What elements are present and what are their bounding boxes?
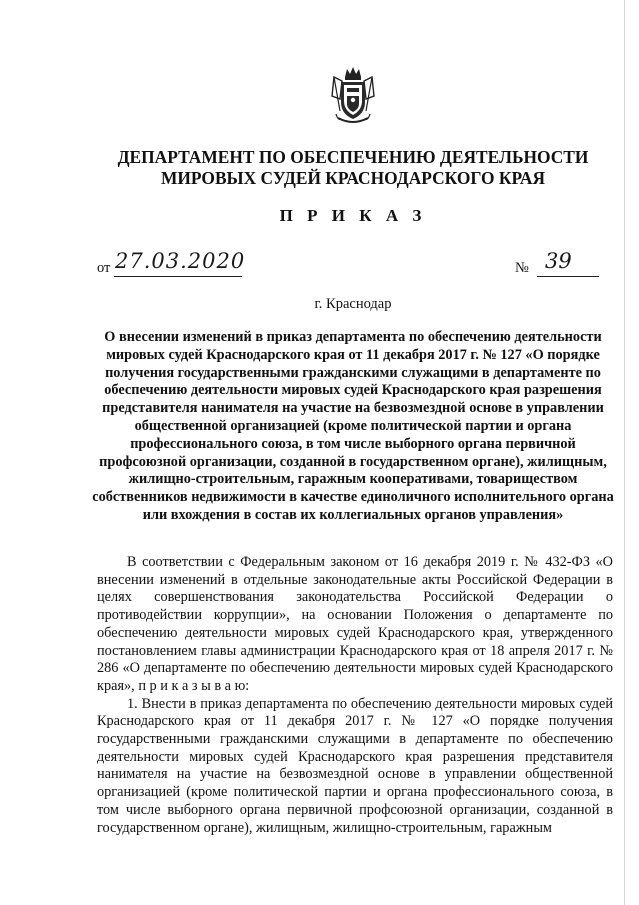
number-field <box>515 249 615 279</box>
department-title-line1: ДЕПАРТАМЕНТ ПО ОБЕСПЕЧЕНИЮ ДЕЯТЕЛЬНОСТИ <box>117 147 589 167</box>
number-underline <box>537 276 599 277</box>
department-title <box>60 147 639 189</box>
department-title-line2: МИРОВЫХ СУДЕЙ КРАСНОДАРСКОГО КРАЯ <box>160 168 546 188</box>
coat-of-arms-icon <box>328 66 378 126</box>
order-body <box>97 554 613 837</box>
handwritten-date: 27.03.2020 <box>115 249 246 273</box>
handwritten-number: 39 <box>545 249 572 273</box>
city: г. Краснодар <box>314 296 392 312</box>
body-paragraph-1: В соответствии с Федеральным законом от 16 декабря 2019 г. № 432-ФЗ «О внесении изменений в отдельные законодательные акты Российской Федерации в целях совершенствования законодательства Российской Федерации о противодействии коррупции», на основании Положения о департаменте по обеспечению деятельности мировых судей Краснодарского края, утвержденного постановлением главы администрации Краснодарского края от 18 апреля 2017 г. № 286 «О департаменте по обеспечению деятельности мировых судей Краснодарского края», п р и к а з ы в а ю: <box>97 554 613 694</box>
date-field <box>97 249 257 279</box>
date-prefix: от <box>97 260 111 276</box>
page-edge-divider <box>624 0 625 905</box>
number-prefix: № <box>515 260 529 276</box>
body-paragraph-2: 1. Внести в приказ департамента по обеспечению деятельности мировых судей Краснодарского края от 11 декабря 2017 г. № 127 «О порядке получения государственными гражданскими служащими в департаменте по обеспечению деятельности мировых судей Краснодарского края разрешения представителя нанимателя на участие на безвозмездной основе в управлении общественной организацией (кроме политической партии и органа профессионального союза, в том числе выборного органа первичной профсоюзной организации, созданной в государственном органе), жилищным, жилищно-строительным, гаражным <box>97 695 613 836</box>
date-underline <box>114 276 242 277</box>
document-type: П Р И К А З <box>279 206 427 225</box>
order-subject: О внесении изменений в приказ департамента по обеспечению деятельности мировых судей Краснодарского края от 11 декабря 2017 г. № 127 «О порядке получения государственными гражданскими служащими в департаменте по обеспечению деятельности мировых судей Краснодарского края разрешения представителя нанимателя на участие на безвозмездной основе в управлении общественной организацией (кроме политической партии и органа профессионального союза, в том числе выборного органа первичной профсоюзной организации, созданной в государственном органе), жилищным, жилищно-строительным, гаражным кооперативами, товариществом собственников недвижимости в качестве единоличного исполнительного органа или вхождения в состав их коллегиальных органов управления» <box>92 329 614 523</box>
